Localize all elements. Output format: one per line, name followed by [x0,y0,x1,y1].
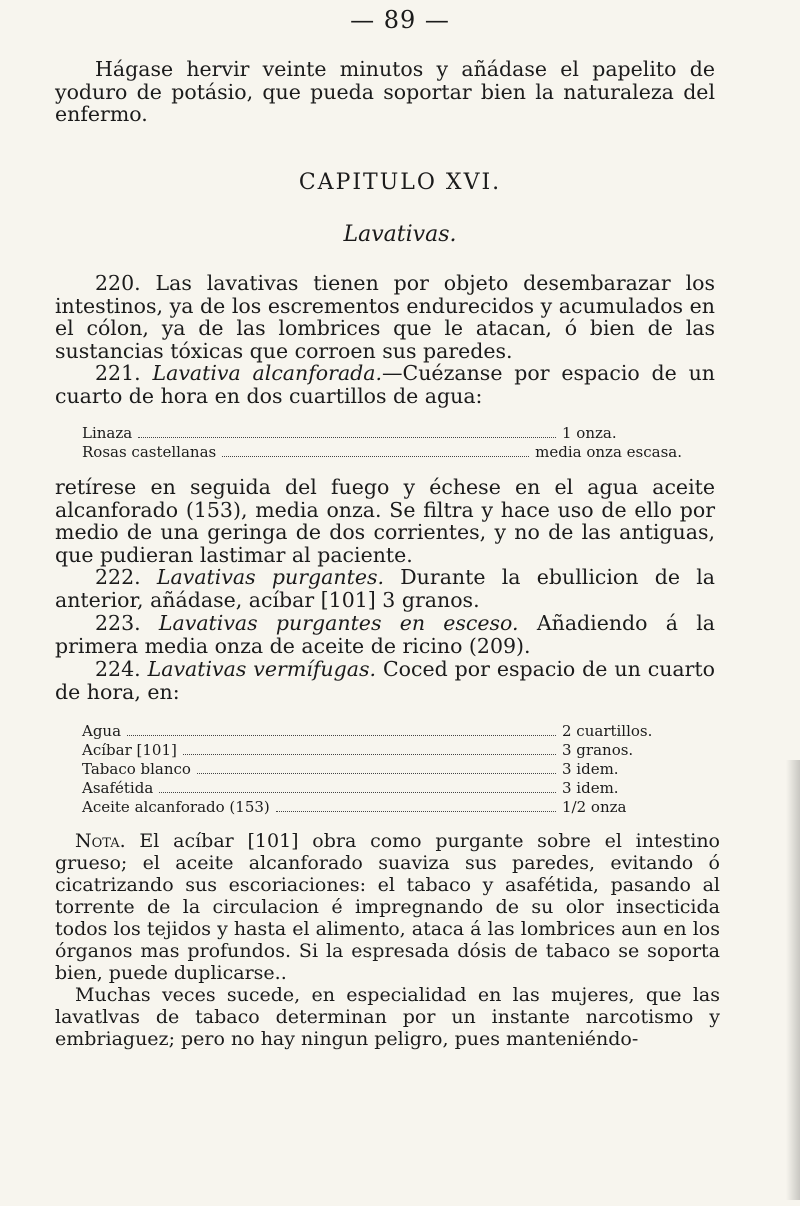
paragraph-220: 220. Las lavativas tienen por objeto desembarazar los intestinos, ya de los escrementos endurecidos y acumulados en el cólon, ya de las lombrices que le atacan, ó bien de las sustancias tóxicas que corroen sus paredes. [55,271,715,363]
dot-leader [276,811,556,812]
paragraph-221b-block [55,476,715,566]
paragraph-223-title: Lavativas purgantes en esceso. [158,611,519,635]
page-edge-shadow [786,760,800,1200]
dot-leader [127,735,556,736]
dot-leader [183,754,556,755]
recipe-qty: media onza escasa. [535,443,682,461]
recipe-list-alcanforada [82,424,682,462]
note-block [55,830,720,1050]
paragraph-222 [55,566,715,611]
recipe-row [82,760,682,779]
recipe-qty: 3 idem. [562,760,619,778]
recipe-row [82,722,682,741]
recipe-item: Tabaco blanco [82,760,191,778]
recipe-qty: 1 onza. [562,424,617,442]
paragraph-223-text: Añadiendo á la primera media onza de aceite de ricino (209). [55,611,715,658]
recipe-qty: 3 idem. [562,779,619,797]
recipe-qty: 1/2 onza [562,798,627,816]
paragraph-222-text: Durante la ebullicion de la anterior, añádase, acíbar [101] 3 granos. [55,565,715,612]
recipe-item: Rosas castellanas [82,443,217,461]
intro-paragraph-block [55,58,715,126]
paragraph-224 [55,658,715,703]
dot-leader [138,437,556,438]
dot-leader [197,773,556,774]
paragraph-224-number: 224. [95,657,141,681]
section-title: Lavativas. [343,222,457,247]
recipe-list-vermifugas [82,722,682,817]
note-text: El acíbar [101] obra como purgante sobre el intestino grueso; el aceite alcanforado suaviza sus paredes, evitando ó cicatrizando sus escoriaciones: el tabaco y asafétida, pasando al torrente de la circulacion é impregnando de su olor insecticida todos los tejidos y hasta el alimento, ataca á las lombrices aun en los órganos mas profundos. Si la espresada dósis de tabaco se soporta bien, puede duplicarse.. [55,830,720,984]
paragraph-221-text: —Cuézanse por espacio de un cuarto de hora en dos cuartillos de agua: [55,361,716,408]
recipe-row [82,779,682,798]
note-label: Nota. [75,830,126,852]
paragraph-223 [55,612,715,657]
paragraph-220-block [55,272,715,362]
dot-leader [159,792,556,793]
paragraph-221-title: Lavativa alcanforada. [152,361,383,385]
paragraph-222-title: Lavativas purgantes. [156,565,384,589]
recipe-row [82,443,682,462]
paragraph-223-block [55,612,715,657]
recipe-qty: 3 granos. [562,741,634,759]
paragraph-221-number: 221. [95,361,141,385]
recipe-item: Agua [82,722,122,740]
recipe-row [82,798,682,817]
recipe-qty: 2 cuartillos. [562,722,653,740]
paragraph-221b: retírese en seguida del fuego y échese en el agua aceite alcanforado (153), media onza. Se filtra y hace uso de ello por medio de una geringa de dos corrientes, y no de las antiguas, que pudieran lastimar al paciente. [55,475,715,567]
paragraph-222-number: 222. [95,565,141,589]
page-number: — 89 — [350,6,450,34]
recipe-row [82,741,682,760]
note-paragraph-2: Muchas veces sucede, en especialidad en las mujeres, que las lavatlvas de tabaco determinan por un instante narcotismo y embriaguez; pero no hay ningun peligro, pues manteniéndo- [55,984,720,1050]
intro-paragraph: Hágase hervir veinte minutos y añádase el papelito de yoduro de potásio, que pueda soportar bien la naturaleza del enfermo. [55,57,715,126]
paragraph-224-block [55,658,715,703]
paragraph-222-block [55,566,715,611]
paragraph-221-block [55,362,715,407]
paragraph-221 [55,362,715,407]
chapter-title: CAPITULO XVI. [298,170,502,195]
recipe-item: Linaza [82,424,133,442]
paragraph-224-title: Lavativas vermífugas. [147,657,376,681]
recipe-item: Aceite alcanforado (153) [82,798,270,816]
paragraph-223-number: 223. [95,611,141,635]
note-paragraph [55,830,720,984]
recipe-item: Acíbar [101] [82,741,177,759]
recipe-item: Asafétida [82,779,154,797]
dot-leader [222,456,529,457]
paragraph-224-text: Coced por espacio de un cuarto de hora, en: [55,657,716,704]
recipe-row [82,424,682,443]
